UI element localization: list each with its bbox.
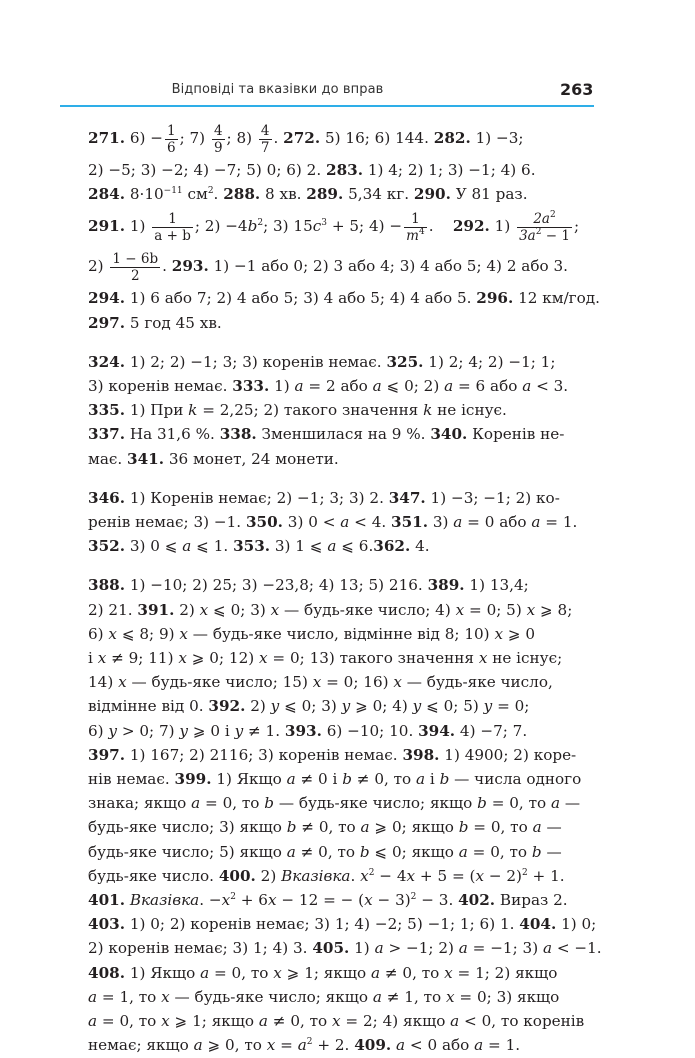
exercise-number: 362. bbox=[373, 537, 411, 556]
exercise-number: 292. bbox=[452, 217, 490, 236]
page-number: 263 bbox=[560, 80, 594, 99]
text-line: і x ≠ 9; 11) x ⩾ 0; 12) x = 0; 13) такого значення x не існує; bbox=[88, 649, 563, 668]
exercise-number: 402. bbox=[458, 891, 496, 910]
text-line: 271. 6) − $\frac{1}{6}$ ; 7) $\frac{4}{9}$ ; 8) $\frac{4}{7}$ . 272. 5) 16; 6) 144. 282. 1) −3; bbox=[88, 122, 524, 156]
text-line: будь-яке число; 3) якщо b ≠ 0, то a ⩾ 0; якщо b = 0, то a — bbox=[88, 818, 562, 837]
exercise-number: 335. bbox=[88, 401, 125, 420]
text-line: 324. 1) 2; 2) −1; 3; 3) коренів немає. 325. 1) 2; 4; 2) −1; 1; bbox=[88, 352, 556, 371]
exercise-number: 400. bbox=[218, 866, 256, 885]
exercise-number: 347. bbox=[388, 488, 426, 507]
exercise-number: 337. bbox=[88, 425, 125, 444]
text-line: 2) 21. 391. 2) x ⩽ 0; 3) x — будь-яке число; 4) x = 0; 5) x ⩾ 8; bbox=[88, 600, 573, 619]
exercise-number: 294. bbox=[88, 289, 125, 308]
hint-label: Вказівка bbox=[281, 866, 351, 885]
text-line: 6) y > 0; 7) y ⩾ 0 і y ≠ 1. 393. 6) −10; 10. 394. 4) −7; 7. bbox=[88, 721, 528, 740]
exercise-number: 288. bbox=[223, 185, 261, 204]
answers-block-271-297 bbox=[88, 118, 600, 335]
text-line: 352. 3) 0 ⩽ a ⩽ 1. 353. 3) 1 ⩽ a ⩽ 6.362. 4. bbox=[88, 537, 430, 556]
exercise-number: 389. bbox=[427, 576, 465, 595]
text-line: a = 1, то x — будь-яке число; якщо a ≠ 1, то x = 0; 3) якщо bbox=[88, 987, 560, 1006]
fraction: $\frac{1 - 6b}{2}$ bbox=[112, 250, 159, 284]
exercise-number: 297. bbox=[88, 313, 125, 332]
exercise-number: 409. bbox=[354, 1036, 392, 1055]
exercise-number: 350. bbox=[245, 513, 283, 532]
exercise-number: 338. bbox=[219, 425, 257, 444]
exercise-number: 341. bbox=[127, 449, 165, 468]
exercise-number: 283. bbox=[326, 161, 364, 179]
text-line: нів немає. 399. 1) Якщо a ≠ 0 і b ≠ 0, то a і b — числа одного bbox=[88, 770, 582, 789]
text-line: 14) x — будь-яке число; 15) x = 0; 16) x — будь-яке число, bbox=[88, 673, 553, 692]
text-line: 6) x ⩽ 8; 9) x — будь-яке число, відмінне від 8; 10) x ⩾ 0 bbox=[88, 624, 536, 643]
text-line: 346. 1) Коренів немає; 2) −1; 3; 3) 2. 347. 1) −3; −1; 2) ко- bbox=[88, 488, 560, 507]
exercise-number: 290. bbox=[413, 185, 451, 204]
header-rule bbox=[60, 105, 594, 107]
exercise-number: 397. bbox=[88, 745, 125, 764]
fraction: $\frac{2a^2}{3a^2 - 1}$ bbox=[519, 209, 570, 244]
exercise-number: 325. bbox=[386, 352, 424, 371]
text-line: 397. 1) 167; 2) 2116; 3) коренів немає. 398. 1) 4900; 2) коре- bbox=[88, 745, 577, 764]
exercise-number: 346. bbox=[88, 488, 125, 507]
running-header-title: Відповіді та вказівки до вправ bbox=[171, 82, 384, 97]
exercise-number: 403. bbox=[88, 915, 125, 934]
exercise-number: 293. bbox=[171, 257, 209, 276]
exercise-number: 282. bbox=[433, 129, 471, 147]
fraction: $\frac{1}{6}$ bbox=[166, 122, 176, 156]
exercise-number: 401. bbox=[88, 891, 125, 910]
exercise-number: 272. bbox=[283, 129, 321, 147]
text-line: 3) коренів немає. 333. 1) a = 2 або a ⩽ 0; 2) a = 6 або a < 3. bbox=[88, 377, 569, 396]
text-line: 401. Вказівка. $-x^2 + 6x - 12$ = − $(x - 3)^2 - 3$. 402. Вираз 2. bbox=[88, 891, 568, 910]
exercise-number: 352. bbox=[88, 537, 125, 556]
exercise-number: 271. bbox=[88, 129, 125, 147]
exercise-number: 340. bbox=[430, 425, 468, 444]
text-line: 2) $\frac{1 - 6b}{2}$ . 293. 1) −1 або 0; 2) 3 або 4; 3) 4 або 5; 4) 2 або 3. bbox=[88, 250, 568, 284]
exercise-number: 296. bbox=[476, 289, 514, 308]
text-line: 403. 1) 0; 2) коренів немає; 3) 1; 4) −2; 5) −1; 1; 6) 1. 404. 1) 0; bbox=[88, 915, 597, 934]
exercise-number: 392. bbox=[208, 697, 246, 716]
text-line: 388. 1) −10; 2) 25; 3) −23,8; 4) 13; 5) 216. 389. 1) 13,4; bbox=[88, 576, 529, 595]
exercise-number: 353. bbox=[233, 537, 271, 556]
exercise-number: 391. bbox=[137, 600, 175, 619]
exercise-number: 291. bbox=[88, 217, 125, 236]
text-line: a = 0, то x ⩾ 1; якщо a ≠ 0, то x = 2; 4) якщо a < 0, то коренів bbox=[88, 1012, 585, 1031]
text-line: будь-яке число. 400. 2) Вказівка. $x^2 - 4x + 5 = (x - 2)^2 + 1$. bbox=[88, 866, 565, 885]
exercise-number: 404. bbox=[519, 915, 557, 934]
exercise-number: 394. bbox=[418, 721, 456, 740]
exercise-number: 408. bbox=[88, 963, 125, 982]
fraction: $\frac{4}{7}$ bbox=[260, 122, 270, 156]
text-line: відмінне від 0. 392. 2) y ⩽ 0; 3) y ⩾ 0; 4) y ⩽ 0; 5) y = 0; bbox=[88, 697, 530, 716]
text-line: 335. 1) При k = 2,25; 2) такого значення k не існує. bbox=[88, 401, 507, 420]
text-line: 284. $8\cdot 10^{-11}$ $см^2$. 288. 8 хв. 289. 5,34 кг. 290. У 81 раз. bbox=[88, 185, 528, 204]
text-line: ренів немає; 3) −1. 350. 3) 0 < a < 4. 351. 3) a = 0 або a = 1. bbox=[88, 513, 578, 532]
exercise-number: 351. bbox=[391, 513, 429, 532]
answers-block-346-362 bbox=[88, 486, 593, 559]
text-line: 408. 1) Якщо a = 0, то x ⩾ 1; якщо a ≠ 0, то x = 1; 2) якщо bbox=[88, 963, 558, 982]
answers-block-324-341 bbox=[88, 350, 593, 471]
fraction: $\frac{1}{m^4}$ bbox=[406, 210, 425, 244]
text-line: знака; якщо a = 0, то b — будь-яке число; якщо b = 0, то a — bbox=[88, 794, 581, 813]
text-line: будь-яке число; 5) якщо a ≠ 0, то b ⩽ 0; якщо a = 0, то b — bbox=[88, 842, 562, 861]
exercise-number: 289. bbox=[306, 185, 344, 204]
exercise-number: 284. bbox=[88, 185, 125, 204]
text-line: 297. 5 год 45 хв. bbox=[88, 313, 222, 332]
exercise-number: 398. bbox=[402, 745, 440, 764]
exercise-number: 388. bbox=[88, 576, 125, 595]
hint-label: Вказівка bbox=[129, 891, 200, 910]
text-line: 2) коренів немає; 3) 1; 4) 3. 405. 1) a > −1; 2) a = −1; 3) a < −1. bbox=[88, 939, 602, 958]
answers-block-388-409 bbox=[88, 573, 602, 1057]
text-line: 291. 1) $\frac{1}{a + b}$ ; $2) -4b^2$; 3) $15c^3 + 5$; 4) − $\frac{1}{m^4}$ . 292. 1) $\frac{2a^2}{3a^2 - 1}$ ; bbox=[88, 209, 580, 244]
answers-content bbox=[88, 118, 602, 1058]
text-line: має. 341. 36 монет, 24 монети. bbox=[88, 449, 339, 468]
text-line: 337. На 31,6 %. 338. Зменшилася на 9 %. 340. Коренів не- bbox=[88, 425, 565, 444]
text-line: 294. 1) 6 або 7; 2) 4 або 5; 3) 4 або 5; 4) 4 або 5. 296. 12 км/год. bbox=[88, 289, 600, 308]
text-line: немає; якщо a ⩾ 0, то $x = a^2 + 2$. 409. a < 0 або a = 1. bbox=[88, 1036, 521, 1055]
fraction: $\frac{1}{a + b}$ bbox=[154, 210, 191, 244]
exercise-number: 399. bbox=[174, 770, 212, 789]
exercise-number: 393. bbox=[284, 721, 322, 740]
exercise-number: 405. bbox=[312, 939, 350, 958]
fraction: $\frac{4}{9}$ bbox=[213, 122, 223, 156]
exercise-number: 333. bbox=[232, 377, 270, 396]
text-line: 2) −5; 3) −2; 4) −7; 5) 0; 6) 2. 283. 1) 4; 2) 1; 3) −1; 4) 6. bbox=[88, 161, 536, 179]
exercise-number: 324. bbox=[88, 352, 125, 371]
